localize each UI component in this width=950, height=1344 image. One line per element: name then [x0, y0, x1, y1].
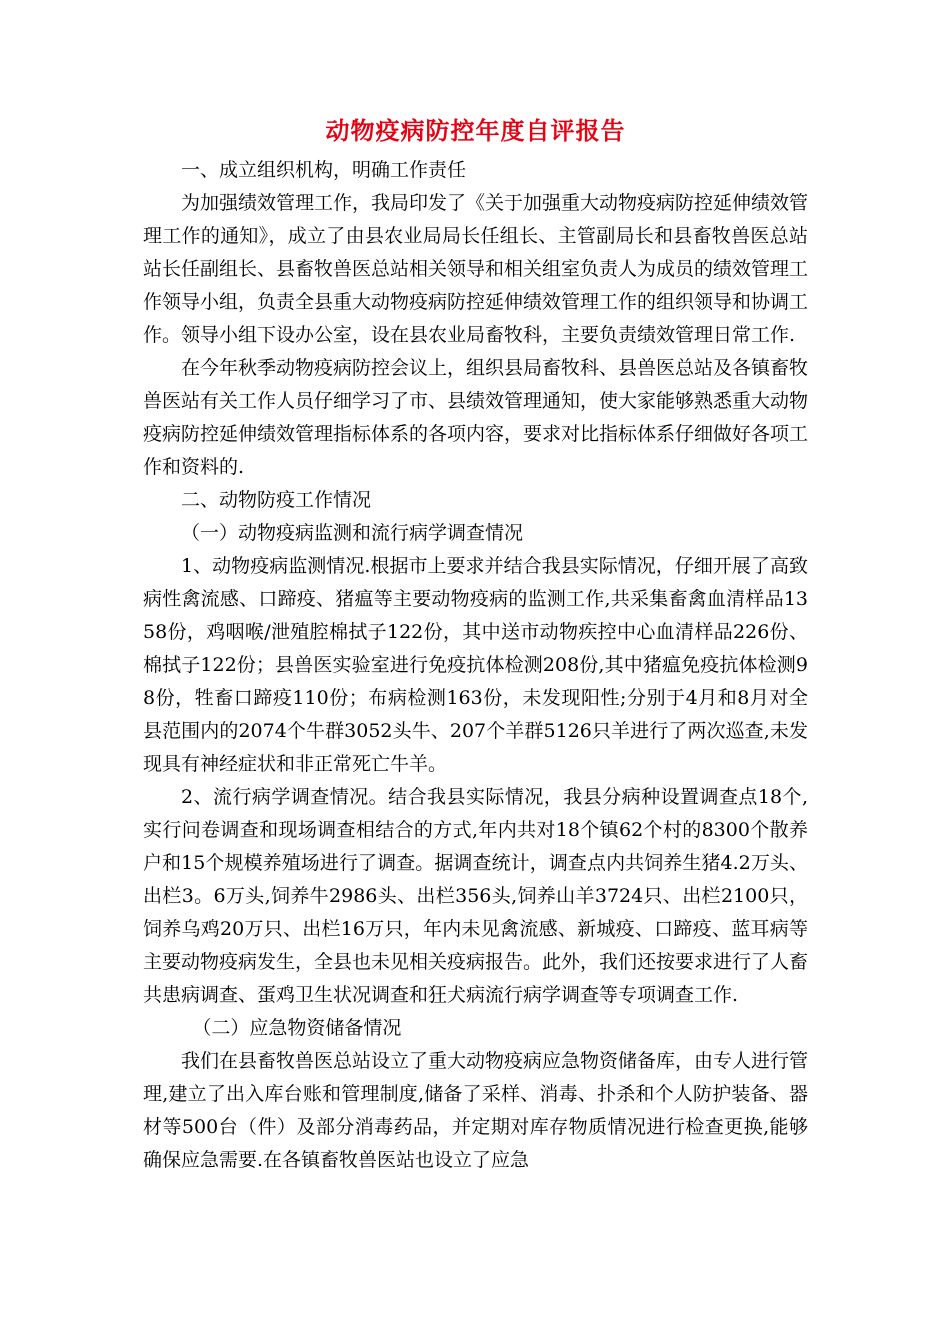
paragraph-4: 2、流行病学调查情况。结合我县实际情况，我县分病种设置调查点18个,实行问卷调查和现场调查相结合的方式,年内共对18个镇62个村的8300个散养户和15个规模养殖场进行了调查。据调查统计，调查点内共饲养生猪4.2万头、出栏3。6万头,饲养牛2986头、出栏356头,饲养山羊3724只、出栏2100只，饲养乌鸡20万只、出栏16万只，年内未见禽流感、新城疫、口蹄疫、蓝耳病等主要动物疫病发生，全县也未见相关疫病报告。此外，我们还按要求进行了人畜共患病调查、蛋鸡卫生状况调查和狂犬病流行病学调查等专项调查工作.	[143, 786, 809, 1006]
document-title: 动物疫病防控年度自评报告	[325, 116, 626, 145]
subsection-heading-2: （二）应急物资储备情况	[192, 1017, 402, 1039]
document-body	[143, 110, 808, 1177]
paragraph-1: 为加强绩效管理工作，我局印发了《关于加强重大动物疫病防控延伸绩效管理工作的通知》，成立了由县农业局局长任组长、主管副局长和县畜牧兽医总站站长任副组长、县畜牧兽医总站相关领导和相关组室负责人为成员的绩效管理工作领导小组，负责全县重大动物疫病防控延伸绩效管理工作的组织领导和协调工作。领导小组下设办公室，设在县农业局畜牧科，主要负责绩效管理日常工作.	[143, 192, 809, 346]
paragraph-2: 在今年秋季动物疫病防控会议上，组织县局畜牧科、县兽医总站及各镇畜牧兽医站有关工作人员仔细学习了市、县绩效管理通知，使大家能够熟悉重大动物疫病防控延伸绩效管理指标体系的各项内容，要求对比指标体系仔细做好各项工作和资料的.	[143, 357, 809, 478]
paragraph-3: 1、动物疫病监测情况.根据市上要求并结合我县实际情况，仔细开展了高致病性禽流感、口蹄疫、猪瘟等主要动物疫病的监测工作,共采集畜禽血清样品1358份，鸡咽喉/泄殖腔棉拭子122份，其中送市动物疾控中心血清样品226份、棉拭子122份；县兽医实验室进行免疫抗体检测208份,其中猪瘟免疫抗体检测98份，牲畜口蹄疫110份；布病检测163份，未发现阳性;分别于4月和8月对全县范围内的2074个牛群3052头牛、207个羊群5126只羊进行了两次巡查,未发现具有神经症状和非正常死亡牛羊。	[143, 555, 808, 775]
subsection-heading-1: （一）动物疫病监测和流行病学调查情况	[181, 522, 524, 544]
paragraph-5: 我们在县畜牧兽医总站设立了重大动物疫病应急物资储备库，由专人进行管理,建立了出入库台账和管理制度,储备了采样、消毒、扑杀和个人防护装备、器材等500台（件）及部分消毒药品，并定期对库存物质情况进行检查更换,能够确保应急需要.在各镇畜牧兽医站也设立了应急	[143, 1050, 809, 1171]
section-heading-1: 一、成立组织机构，明确工作责任	[181, 159, 467, 181]
section-heading-2: 二、动物防疫工作情况	[181, 489, 372, 511]
